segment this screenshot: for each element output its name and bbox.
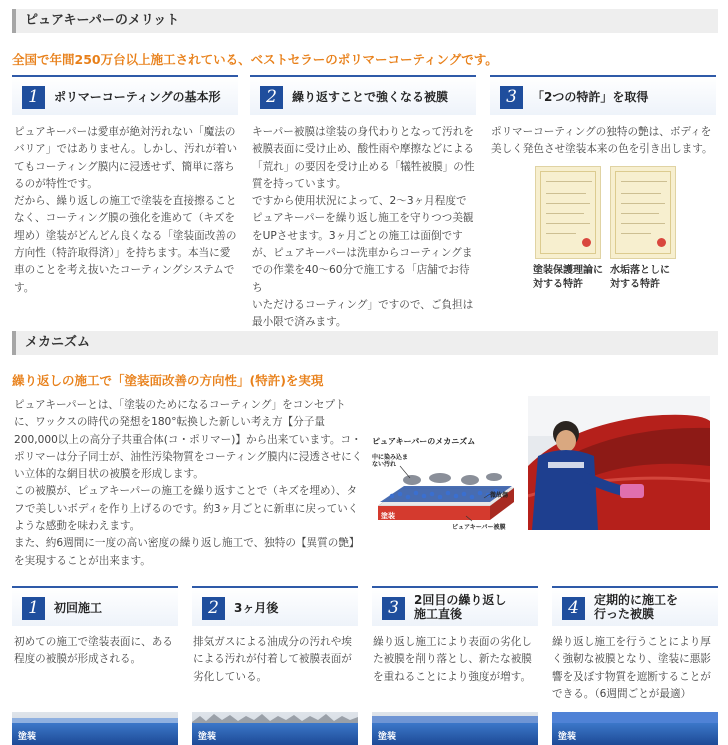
- merit-card-3-title: 「2つの特許」を取得: [532, 90, 649, 104]
- step-3-layer-illustration: [372, 712, 538, 745]
- merit-card-3-header: [490, 75, 716, 115]
- step-1-layer-illustration: [12, 712, 178, 745]
- step-3-body: 繰り返し施工により表面の劣化し た被膜を削り落とし、新たな被膜 を重ねることにより強度が増す。: [373, 636, 532, 683]
- mechanism-diagram: [372, 436, 522, 531]
- patent-certificate-image-1: [535, 166, 601, 259]
- step-2-body: 排気ガスによる油成分の汚れや埃 による汚れが付着して被膜表面が 劣化している。: [193, 636, 352, 683]
- number-badge-2: 2: [260, 86, 283, 109]
- mechanism-label-paint: 塗装: [381, 512, 395, 520]
- strip-label: 塗装: [378, 732, 397, 742]
- mechanism-body: ピュアキーパーとは、「塗装のためになるコーティング」をコンセプト に、ワックスの時代の発想を180°転換した新しい考え方【分子量 200,000以上の高分子共重合体(コ・ポリマー)】から出来ています。コ・ ポリマーは分子同士が、油性汚染物質をコーティング膜内に浸透させにく い立体的な網目状の被膜を形成します。 この被膜が、ピュアキーパーの施工を繰り返すことで（キズを埋め）、タ フで美しいボディを作り上げるのです。約3ヶ月ごとに新車に戻っていく ような感動を味わえます。 また、約6週間に一度の高い密度の繰り返し施工で、独特の【異質の艶】 を実現することが出来ます。: [14, 399, 363, 567]
- seal-icon: [582, 238, 591, 247]
- technician-polishing-photo: [528, 396, 710, 530]
- merit-heading: ピュアキーパーのメリット: [12, 9, 718, 33]
- step-3-header: [372, 586, 538, 626]
- merit-card-3-body: ポリマーコーティングの独特の艶は、ボディを 美しく発色させ塗装本来の色を引き出します。: [491, 126, 713, 156]
- patent-certificate-image-2: [610, 166, 676, 259]
- strip-label: 塗装: [198, 732, 217, 742]
- mechanism-diagram-title: ピュアキーパーのメカニズム: [372, 437, 476, 446]
- step-1-title: 初回施工: [54, 601, 103, 615]
- step-4-layer-illustration: [552, 712, 718, 745]
- merit-card-2-body: キーパー被膜は塗装の身代わりとなって汚れを 被膜表面に受け止め、酸性雨や摩擦などによる 「荒れ」の要因を受け止める「犠牲被膜」の性 質を持っています。 ですから使用状況によって、2〜3ヶ月程度で ピュアキーパーを繰り返し施工を守りつつ美観 をUPさせます。3ヶ月ごとの施工は面倒です が、ピュアキーパーは洗車からコーティングま での作業を40〜60分で施工する「店舗でお待ち いただけるコーティング」ですので、ご負担は 最小限で済みます。: [252, 126, 475, 329]
- seal-icon: [657, 238, 666, 247]
- mechanism-label-film: ピュアキーパー被膜: [452, 524, 506, 531]
- mechanism-heading: メカニズム: [12, 331, 718, 355]
- merit-card-1-header: [12, 75, 238, 115]
- step-4-body: 繰り返し施工を行うことにより厚 く強靭な被膜となり、塗装に悪影 響を及ぼす物質を遮断することが できる。（6週間ごとが最適）: [552, 636, 711, 700]
- step-3-title: 2回目の繰り返し 施工直後: [414, 593, 507, 621]
- merit-card-1-body: ピュアキーパーは愛車が絶対汚れない「魔法の バリア」ではありません。しかし、汚れが着い てもコーティング膜内に浸透せず、簡単に落ち るのが特性です。 だから、繰り返しの施工で塗装を直接擦ること なく、コーティング膜の強化を進めて（キズを 埋め）塗装がどんどん良くなる「塗装面改善の 方向性（特許取得済）」を持ちます。本当に愛 車のことを考え抜いたコーティングシステムで す。: [14, 126, 238, 294]
- number-badge-2: 2: [202, 597, 225, 620]
- patent-caption-2: 水垢落としに 対する特許: [610, 265, 670, 290]
- step-2-title: 3ヶ月後: [234, 601, 279, 615]
- strip-label: 塗装: [558, 732, 577, 742]
- merit-lead: 全国で年間250万台以上施工されている、ベストセラーのポリマーコーティングです。: [12, 52, 498, 67]
- number-badge-3: 3: [382, 597, 405, 620]
- step-1-body: 初めての施工で塗装表面に、ある 程度の被膜が形成される。: [14, 636, 173, 666]
- mechanism-label-dirt: 中に染み込まない汚れ: [372, 454, 409, 468]
- merit-card-2-header: [250, 75, 476, 115]
- number-badge-4: 4: [562, 597, 585, 620]
- step-2-header: [192, 586, 358, 626]
- number-badge-1: 1: [22, 86, 45, 109]
- number-badge-1: 1: [22, 597, 45, 620]
- merit-card-1-title: ポリマーコーティングの基本形: [54, 90, 221, 104]
- step-4-title: 定期的に施工を 行った被膜: [594, 593, 679, 621]
- merit-card-2-title: 繰り返すことで強くなる被膜: [292, 90, 449, 104]
- step-4-header: [552, 586, 718, 626]
- mechanism-label-micro: 微故傷: [490, 492, 509, 499]
- step-1-header: [12, 586, 178, 626]
- mechanism-lead: 繰り返しの施工で「塗装面改善の方向性」(特許)を実現: [12, 373, 324, 388]
- strip-label: 塗装: [18, 732, 37, 742]
- number-badge-3: 3: [500, 86, 523, 109]
- step-2-layer-illustration: [192, 712, 358, 745]
- patent-caption-1: 塗装保護理論に 対する特許: [533, 265, 603, 290]
